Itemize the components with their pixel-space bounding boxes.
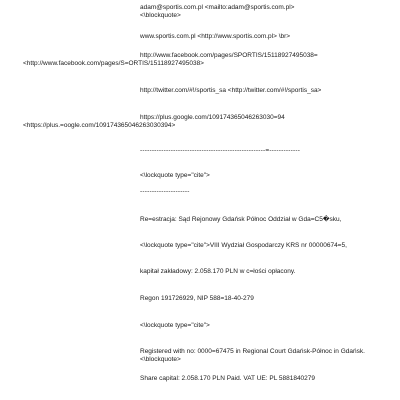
blockquote-close-line-2: <\blockquote> bbox=[140, 356, 181, 363]
facebook-url-line: http://www.facebook.com/pages/SPORTIS/15118927495038= bbox=[140, 52, 318, 59]
regon-nip-line: Regon 191726929, NIP 588=18-40-279 bbox=[140, 295, 254, 302]
blockquote-krs-line: <\lockquote type="cite">VIII Wydział Gospodarczy KRS nr 00000674=5, bbox=[140, 242, 347, 249]
website-line: www.sportis.com.pl <http://www.sportis.com.pl> \br> bbox=[140, 33, 291, 40]
dashed-separator-short: --------------------- bbox=[140, 188, 190, 195]
registered-court-en-line: Registered with no: 0000=67475 in Regional Court Gdańsk-Północ in Gdańsk. bbox=[140, 348, 365, 355]
blockquote-close-line: <\blockquote> bbox=[140, 12, 181, 19]
google-plus-url-line: https://plus.google.com/109174365046263030=94 bbox=[140, 114, 285, 121]
email-line: adam@sportis.com.pl <mailto:adam@sportis.com.pl> bbox=[140, 4, 295, 11]
facebook-url-continuation-line: <http://www.facebook.com/pages/S=ORTIS/15118927495038> bbox=[23, 60, 204, 67]
blockquote-cite-line: <\lockquote type="cite"> bbox=[140, 172, 210, 179]
dashed-separator-long: -----------------------------------------------------=------------- bbox=[140, 147, 301, 154]
twitter-url-line: http://twitter.com/#!/sportis_sa <http://twitter.com/#!/sportis_sa> bbox=[140, 87, 322, 94]
share-capital-en-line: Share capital: 2.058.170 PLN Paid. VAT UE: PL 5881840279 bbox=[140, 375, 316, 382]
blockquote-cite-line-2: <\lockquote type="cite"> bbox=[140, 322, 210, 329]
share-capital-pl-line: kapitał zakładowy: 2.058.170 PLN w c=łości opłacony. bbox=[140, 268, 296, 275]
registration-court-line: Re=estracja: Sąd Rejonowy Gdańsk Północ Oddział w Gda=C5�sku, bbox=[140, 216, 342, 223]
google-plus-url-continuation-line: <https://plus.=oogle.com/109174365046263030394> bbox=[23, 122, 176, 129]
